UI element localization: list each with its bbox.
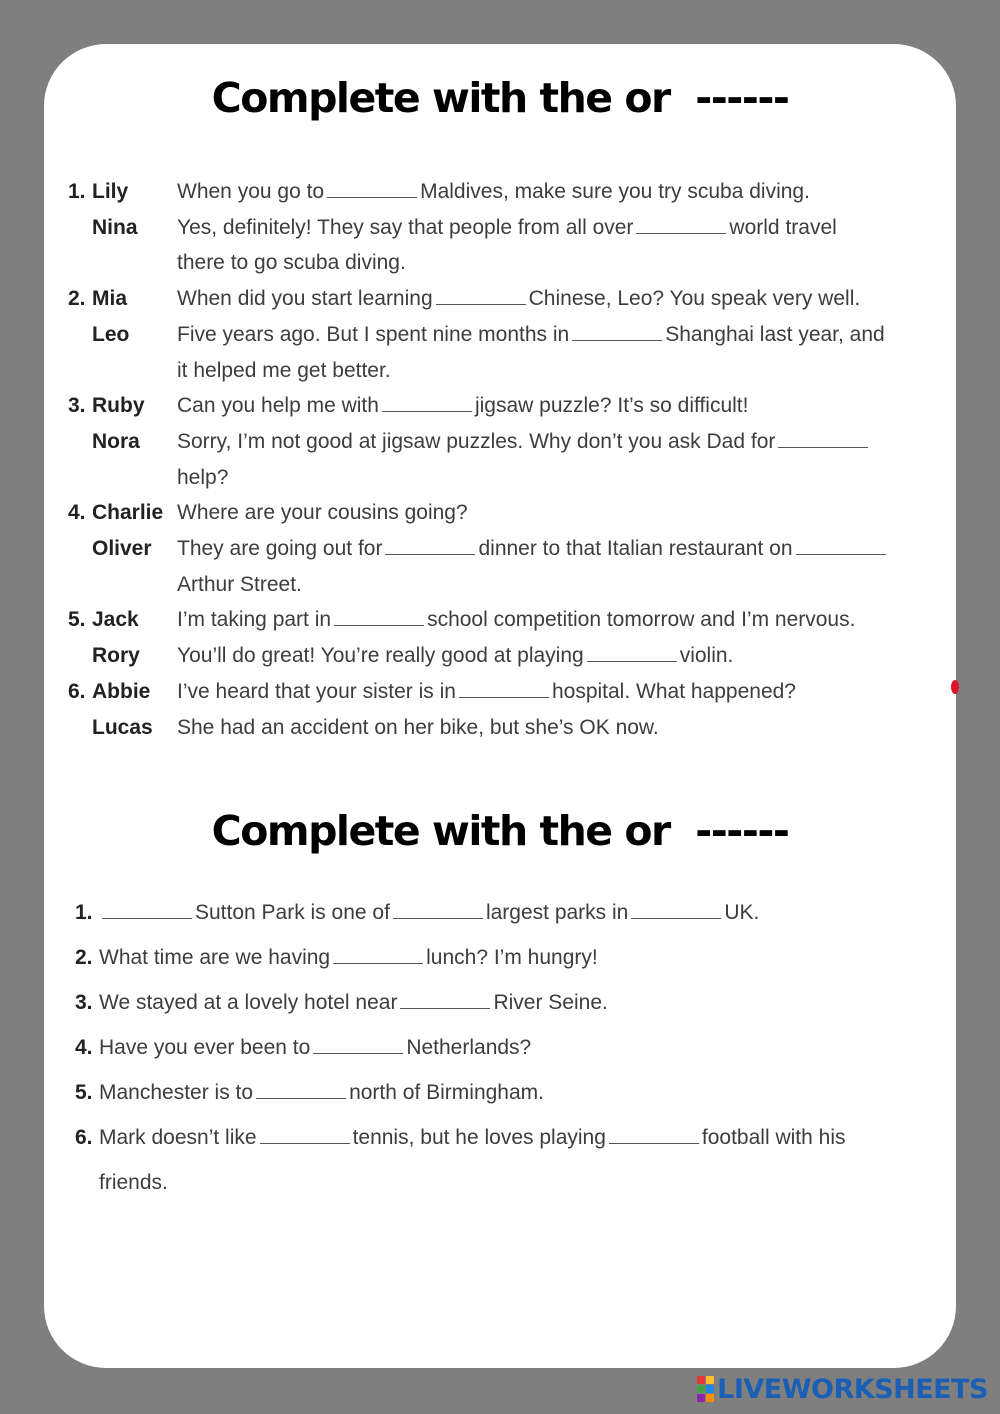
- sentence-text: football with his: [701, 1126, 846, 1149]
- sentence-text: Maldives, make sure you try scuba diving.: [420, 180, 810, 203]
- sentence-text: Sutton Park is one of: [195, 901, 390, 924]
- sentence-text: Shanghai last year, and: [665, 322, 885, 346]
- sentence-text: Five years ago. But I spent nine months in: [177, 322, 570, 346]
- answer-blank[interactable]: [385, 536, 475, 555]
- sentence-text: violin.: [679, 644, 734, 668]
- dialogue-text: [177, 531, 889, 567]
- sentence-text: Where are your cousins going?: [177, 501, 468, 525]
- sentence-body: [99, 988, 608, 1018]
- speaker-name: Nina: [92, 215, 138, 239]
- red-marker-dot: [951, 680, 959, 694]
- answer-blank[interactable]: [313, 1035, 403, 1054]
- sentence-text: friends.: [99, 1171, 168, 1194]
- answer-blank[interactable]: [382, 393, 472, 412]
- speaker-name: Oliver: [92, 537, 152, 560]
- dialogue-text: [177, 638, 733, 674]
- dialogue-text: [177, 567, 302, 603]
- dialogue-text: [177, 245, 406, 281]
- dialogue-text: [177, 710, 659, 746]
- item-number: 6.: [68, 679, 86, 703]
- section-1-title: Complete with the or ------: [211, 74, 789, 122]
- sentence-text: When you go to: [177, 180, 325, 203]
- sentence-text: dinner to that Italian restaurant on: [478, 537, 793, 560]
- dialogue-text: [177, 495, 468, 531]
- speaker-name: Abbie: [92, 679, 151, 703]
- sentence-text: largest parks in: [485, 901, 629, 924]
- sentence-text: Manchester is to: [99, 1081, 254, 1104]
- sentence-text: She had an accident on her bike, but she’s OK now.: [177, 715, 659, 739]
- answer-blank[interactable]: [393, 900, 483, 919]
- sentence-text: north of Birmingham.: [349, 1081, 544, 1104]
- answer-blank[interactable]: [572, 322, 662, 341]
- item-number: 3.: [68, 394, 86, 418]
- sentence-text: River Seine.: [493, 991, 608, 1014]
- item-number: 5.: [68, 608, 86, 632]
- sentence-text: school competition tomorrow and I’m nervous.: [427, 608, 856, 632]
- answer-blank[interactable]: [256, 1080, 346, 1099]
- liveworksheets-logo: [697, 1372, 988, 1406]
- logo-blocks-icon: [697, 1376, 714, 1402]
- dialogue-text: [177, 281, 860, 317]
- dialogue-text: [177, 460, 228, 496]
- item-number: 2.: [75, 946, 93, 969]
- sentence-text: You’ll do great! You’re really good at playing: [177, 644, 584, 668]
- item-number: 6.: [75, 1126, 93, 1149]
- sentence-text: Can you help me with: [177, 394, 379, 418]
- sentence-text: Arthur Street.: [177, 572, 302, 596]
- speaker-name: Mia: [92, 287, 128, 311]
- speaker-name: Leo: [92, 322, 130, 346]
- answer-blank[interactable]: [636, 215, 726, 234]
- sentence-text: When did you start learning: [177, 287, 433, 311]
- section-2-title: Complete with the or ------: [211, 807, 789, 855]
- sentence-text: Yes, definitely! They say that people from all over: [177, 215, 634, 239]
- dialogue-text: [177, 388, 748, 424]
- speaker-name: Rory: [92, 644, 140, 668]
- item-number: 3.: [75, 991, 93, 1014]
- sentence-text: world travel: [729, 215, 837, 239]
- dialogue-text: [177, 602, 855, 638]
- item-number: 1.: [75, 901, 93, 924]
- sentence-body: [99, 1078, 544, 1108]
- sentence-text: lunch? I’m hungry!: [426, 946, 598, 969]
- sentence-text: help?: [177, 465, 229, 489]
- speaker-name: Jack: [92, 608, 139, 632]
- answer-blank[interactable]: [631, 900, 721, 919]
- answer-blank[interactable]: [334, 607, 424, 626]
- item-number: 4.: [68, 501, 86, 525]
- dialogue-text: [177, 353, 391, 389]
- sentence-text: Sorry, I’m not good at jigsaw puzzles. Why don’t you ask Dad for: [177, 429, 776, 453]
- dialogue-text: [177, 424, 871, 460]
- sentence-body: [99, 943, 598, 973]
- answer-blank[interactable]: [436, 286, 526, 305]
- speaker-name: Lily: [92, 180, 129, 203]
- answer-blank[interactable]: [796, 536, 886, 555]
- sentence-text: I’ve heard that your sister is in: [177, 679, 456, 703]
- brand-name: LIVEWORKSHEETS: [717, 1373, 988, 1405]
- sentence-text: hospital. What happened?: [551, 679, 796, 703]
- speaker-name: Charlie: [92, 501, 164, 525]
- sentence-text: it helped me get better.: [177, 358, 391, 382]
- sentence-text: there to go scuba diving.: [177, 251, 406, 275]
- sentence-text: UK.: [724, 901, 760, 924]
- speaker-name: Nora: [92, 429, 140, 453]
- dialogue-text: [177, 317, 885, 353]
- answer-blank[interactable]: [260, 1125, 350, 1144]
- sentence-text: Have you ever been to: [99, 1036, 311, 1059]
- item-number: 1.: [68, 180, 86, 203]
- answer-blank[interactable]: [333, 945, 423, 964]
- item-number: 5.: [75, 1081, 93, 1104]
- sentence-body: [99, 898, 759, 928]
- sentence-text: tennis, but he loves playing: [352, 1126, 606, 1149]
- sentence-text: Mark doesn’t like: [99, 1126, 257, 1149]
- answer-blank[interactable]: [609, 1125, 699, 1144]
- sentence-text: We stayed at a lovely hotel near: [99, 991, 398, 1014]
- sentence-text: jigsaw puzzle? It’s so difficult!: [474, 394, 749, 418]
- answer-blank[interactable]: [778, 429, 868, 448]
- item-number: 2.: [68, 287, 86, 311]
- sentence-text: Chinese, Leo? You speak very well.: [528, 287, 861, 311]
- sentence-body: [99, 1033, 531, 1063]
- dialogue-text: [177, 674, 796, 710]
- answer-blank[interactable]: [102, 900, 192, 919]
- dialogue-text: [177, 174, 810, 210]
- sentence-text: Netherlands?: [406, 1036, 532, 1059]
- item-number: 4.: [75, 1036, 93, 1059]
- sentence-body: [99, 1123, 845, 1153]
- sentence-text: I’m taking part in: [177, 608, 332, 632]
- dialogue-text: [177, 210, 837, 246]
- sentence-text: What time are we having: [99, 946, 331, 969]
- speaker-name: Ruby: [92, 394, 145, 418]
- sentence-body: [99, 1168, 168, 1198]
- answer-blank[interactable]: [400, 990, 490, 1009]
- answer-blank[interactable]: [459, 679, 549, 698]
- answer-blank[interactable]: [327, 179, 417, 198]
- answer-blank[interactable]: [587, 643, 677, 662]
- speaker-name: Lucas: [92, 715, 153, 739]
- sentence-text: They are going out for: [177, 537, 383, 560]
